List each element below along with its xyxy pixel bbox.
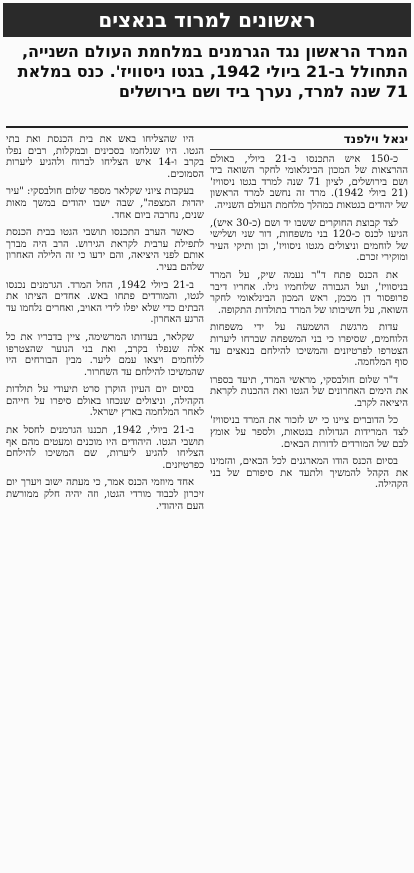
headline-rule: [6, 126, 408, 128]
article-headline: [6, 42, 408, 124]
article-paragraph: כל הדוברים ציינו כי יש לזכור את המרד בניסוויז' לצד המרידות הגדולות בגטאות, ולספר על אומץ לבם של המורדים לדורות הבאים.: [210, 415, 408, 450]
headline-line: המרד הראשון נגד הגרמנים במלחמת העולם השנייה,: [21, 42, 408, 61]
headline-line: התחולל ב-21 ביולי 1942, בגטו ניסוויז'. כנס במלאת: [17, 62, 408, 81]
author-byline: יגאל וילפנד: [210, 134, 408, 150]
article-paragraph: בעקבות ציוני שקלאר מספר שלום חולבסקי: "עיר יהדוּת המצפה", שבה ישבו יהודים במשך מאות שנים, נחרבה ביום אחד.: [6, 186, 204, 221]
article-column-left: [6, 134, 204, 865]
headline-line: 71 שנה למרד, נערך ביד ושם בירושלים: [118, 82, 408, 101]
article-paragraph: כ-150 איש התכנסו ב-21 ביולי, באולם ההרצאות של המכון הבינלאומי לחקר השואה ביד ושם בירושלים, לציון 71 שנה למרד בגטו ניסוויז' (21 ביולי 1942). מרד זה נחשב למרד הראשון של יהודים בגטאות במהלך מלחמת העולם השנייה.: [210, 153, 408, 211]
article-paragraph: ב-21 ביולי 1942, החל המרד. הגרמנים נכנסו לגטו, והמורדים פתחו באש. אחדים הציתו את הבתים כדי שלא יפלו לידי האויב, ואחרים נלחמו עד הרגע האחרון.: [6, 279, 204, 326]
article-paragraph: היו שהצליחו באש את בית הכנסת ואת בתי הגטו. היו שנלחמו בסכינים ובמקלות, רבים נפלו בקרב ו-14 איש הצליחו לברוח ולהגיע ליערות הסמוכים.: [6, 134, 204, 180]
article-column-right: [210, 134, 408, 865]
article-paragraph: לצד קבוצת החוקרים ששבו יד ושם (כ-30 איש), הגיעו לכנס כ-120 בני משפחות, דור שני ושלישי של לוחמים וניצולים מגטו ניסוויז', וכן ותיקי העיר ומוקירי זכרם.: [210, 217, 408, 264]
article-paragraph: ב-21 ביולי, 1942, תכננו הגרמנים לחסל את תושבי הגטו. היהודים היו מוכנים ומעטים מהם אף הצליחו להגיע ליערות, שם המשיכו להילחם כפרטיזנים.: [6, 425, 204, 471]
article-paragraph: בסיום הכנס הודו המארגנים לכל הבאים, והזמינו את הקהל להמשיך ולתעד את סיפורם של בני הקהילה.: [210, 456, 408, 491]
section-banner: ראשונים למרוד בנאצים: [3, 3, 411, 37]
article-paragraph: שקלאר, בעדותו המרשימה, ציין בדבריו את כל אלה שנפלו בקרב, ואת בני הנוער שהצטרפו ללוחמים ויצאו עמם ליער. מבין הבורחים היו שהמשיכו להילחם עד השחרור.: [6, 331, 204, 378]
article-paragraph: אחד מיוזמי הכנס אמר, כי מעתה ישוב ויערך יום זיכרון לכבוד מורדי הגטו, וזה יהיה חלק ממורשת העם היהודי.: [6, 477, 204, 512]
article-paragraph: עדות מרגשת הושמעה על ידי משפחות הלוחמים, שסיפרו כי בני המשפחה שברחו ליערות הצטרפו לפרטיזנים והמשיכו להילחם בנאצים עד סוף המלחמה.: [210, 322, 408, 369]
article-paragraph: בסיום יום העיון הוקרן סרט תיעודי על תולדות הקהילה, וניצולים שנכחו באולם סיפרו על חייהם לאחר המלחמה בארץ ישראל.: [6, 384, 204, 419]
article-paragraph: כאשר הערב התכנסו תושבי הגטו בבית הכנסת לתפילת ערבית לקראת הגירוש. הרב היה מברך אותם לפני היציאה, והם ידעו כי זה הלילה האחרון שלהם בעיר.: [6, 227, 204, 273]
article-paragraph: את הכנס פתח ד"ר נעמה שיק, על המרד בניסוויז', ועל הגבורה שלוחמיו גילו. אחריו דיבר פרופסור דן מכמן, ראש המכון הבינלאומי לחקר השואה, על חשיבותו של המרד בתולדות התקופה.: [210, 269, 408, 316]
article-paragraph: ד"ר שלום חולבסקי, מראשי המרד, תיעד בספרו את הימים האחרונים של הגטו ואת ההכנות לקראת היציאה לקרב.: [210, 374, 408, 409]
